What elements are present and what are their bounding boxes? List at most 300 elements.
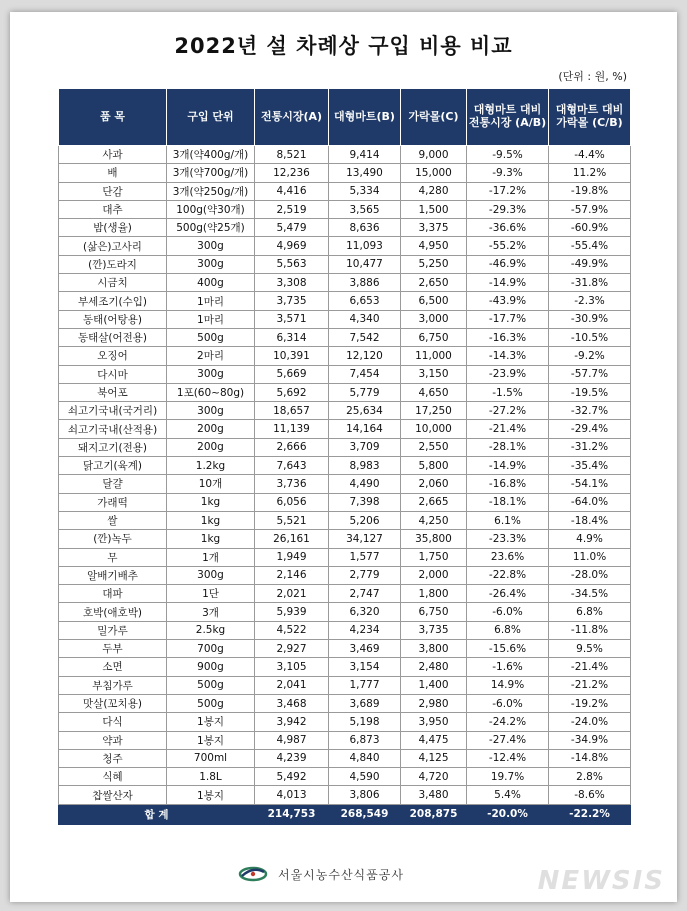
table-body xyxy=(59,146,631,805)
ratio-c-b-cell: 2.8% xyxy=(549,768,631,786)
purchase-unit-cell: 300g xyxy=(167,237,255,255)
total-mart: 268,549 xyxy=(329,804,401,824)
ratio-a-b-cell: 14.9% xyxy=(467,676,549,694)
ratio-c-b-cell: -57.7% xyxy=(549,365,631,383)
mart-price-cell: 5,206 xyxy=(329,511,401,529)
traditional-price-cell: 4,522 xyxy=(255,621,329,639)
traditional-price-cell: 2,927 xyxy=(255,640,329,658)
mart-price-cell: 10,477 xyxy=(329,255,401,273)
ratio-a-b-cell: -1.6% xyxy=(467,658,549,676)
garak-price-cell: 2,980 xyxy=(401,694,467,712)
table-row xyxy=(59,237,631,255)
garak-price-cell: 3,480 xyxy=(401,786,467,804)
ratio-a-b-cell: 19.7% xyxy=(467,768,549,786)
mart-price-cell: 25,634 xyxy=(329,402,401,420)
item-name-cell: 식혜 xyxy=(59,768,167,786)
garak-price-cell: 6,750 xyxy=(401,328,467,346)
purchase-unit-cell: 1개 xyxy=(167,548,255,566)
item-name-cell: 배 xyxy=(59,164,167,182)
ratio-c-b-cell: -31.2% xyxy=(549,438,631,456)
ratio-a-b-cell: -12.4% xyxy=(467,749,549,767)
ratio-a-b-cell: -26.4% xyxy=(467,585,549,603)
item-name-cell: (깐)녹두 xyxy=(59,530,167,548)
ratio-a-b-cell: 6.1% xyxy=(467,511,549,529)
garak-price-cell: 15,000 xyxy=(401,164,467,182)
garak-price-cell: 4,250 xyxy=(401,511,467,529)
item-name-cell: 단감 xyxy=(59,182,167,200)
mart-price-cell: 3,469 xyxy=(329,640,401,658)
ratio-c-b-cell: -19.5% xyxy=(549,383,631,401)
table-row xyxy=(59,511,631,529)
traditional-price-cell: 3,735 xyxy=(255,292,329,310)
footer xyxy=(238,862,404,886)
header-item: 품 목 xyxy=(59,89,167,146)
ratio-c-b-cell: -55.4% xyxy=(549,237,631,255)
ratio-c-b-cell: -21.4% xyxy=(549,658,631,676)
table-row xyxy=(59,768,631,786)
ratio-a-b-cell: -15.6% xyxy=(467,640,549,658)
ratio-a-b-cell: -17.2% xyxy=(467,182,549,200)
ratio-c-b-cell: -30.9% xyxy=(549,310,631,328)
purchase-unit-cell: 700g xyxy=(167,640,255,658)
purchase-unit-cell: 700ml xyxy=(167,749,255,767)
purchase-unit-cell: 1봉지 xyxy=(167,731,255,749)
table-row xyxy=(59,164,631,182)
purchase-unit-cell: 1kg xyxy=(167,530,255,548)
mart-price-cell: 5,334 xyxy=(329,182,401,200)
traditional-price-cell: 12,236 xyxy=(255,164,329,182)
table-row xyxy=(59,146,631,164)
purchase-unit-cell: 300g xyxy=(167,566,255,584)
ratio-c-b-cell: -54.1% xyxy=(549,475,631,493)
mart-price-cell: 6,873 xyxy=(329,731,401,749)
traditional-price-cell: 3,736 xyxy=(255,475,329,493)
mart-price-cell: 7,454 xyxy=(329,365,401,383)
item-name-cell: 호박(애호박) xyxy=(59,603,167,621)
garak-price-cell: 4,280 xyxy=(401,182,467,200)
table-row xyxy=(59,200,631,218)
mart-price-cell: 5,198 xyxy=(329,713,401,731)
table-header-row xyxy=(59,89,631,146)
mart-price-cell: 3,689 xyxy=(329,694,401,712)
ratio-c-b-cell: -64.0% xyxy=(549,493,631,511)
item-name-cell: 쌀 xyxy=(59,511,167,529)
table-row xyxy=(59,310,631,328)
traditional-price-cell: 4,969 xyxy=(255,237,329,255)
table-row xyxy=(59,292,631,310)
ratio-c-b-cell: -11.8% xyxy=(549,621,631,639)
mart-price-cell: 9,414 xyxy=(329,146,401,164)
garak-price-cell: 1,500 xyxy=(401,200,467,218)
organization-name: 서울시농수산식품공사 xyxy=(278,867,404,882)
mart-price-cell: 2,779 xyxy=(329,566,401,584)
mart-price-cell: 7,542 xyxy=(329,328,401,346)
ratio-c-b-cell: -21.2% xyxy=(549,676,631,694)
traditional-price-cell: 5,563 xyxy=(255,255,329,273)
garak-price-cell: 2,650 xyxy=(401,274,467,292)
garak-price-cell: 4,720 xyxy=(401,768,467,786)
item-name-cell: 대파 xyxy=(59,585,167,603)
garak-price-cell: 5,250 xyxy=(401,255,467,273)
ratio-a-b-cell: 23.6% xyxy=(467,548,549,566)
ratio-a-b-cell: -17.7% xyxy=(467,310,549,328)
total-ratio-c-b: -22.2% xyxy=(549,804,631,824)
traditional-price-cell: 8,521 xyxy=(255,146,329,164)
item-name-cell: 다시마 xyxy=(59,365,167,383)
item-name-cell: 쇠고기국내(산적용) xyxy=(59,420,167,438)
item-name-cell: 달걀 xyxy=(59,475,167,493)
item-name-cell: 가래떡 xyxy=(59,493,167,511)
mart-price-cell: 3,886 xyxy=(329,274,401,292)
ratio-c-b-cell: -19.8% xyxy=(549,182,631,200)
ratio-c-b-cell: -60.9% xyxy=(549,219,631,237)
traditional-price-cell: 2,666 xyxy=(255,438,329,456)
item-name-cell: 두부 xyxy=(59,640,167,658)
traditional-price-cell: 5,692 xyxy=(255,383,329,401)
ratio-a-b-cell: -36.6% xyxy=(467,219,549,237)
item-name-cell: 약과 xyxy=(59,731,167,749)
garak-price-cell: 3,735 xyxy=(401,621,467,639)
garak-price-cell: 4,950 xyxy=(401,237,467,255)
table-row xyxy=(59,566,631,584)
garak-price-cell: 4,125 xyxy=(401,749,467,767)
ratio-c-b-cell: 11.2% xyxy=(549,164,631,182)
purchase-unit-cell: 500g xyxy=(167,328,255,346)
seoul-agro-logo-icon xyxy=(238,864,268,884)
traditional-price-cell: 26,161 xyxy=(255,530,329,548)
mart-price-cell: 3,806 xyxy=(329,786,401,804)
garak-price-cell: 1,800 xyxy=(401,585,467,603)
traditional-price-cell: 3,308 xyxy=(255,274,329,292)
traditional-price-cell: 4,013 xyxy=(255,786,329,804)
item-name-cell: 무 xyxy=(59,548,167,566)
item-name-cell: 알배기배추 xyxy=(59,566,167,584)
table-row xyxy=(59,658,631,676)
garak-price-cell: 3,000 xyxy=(401,310,467,328)
traditional-price-cell: 10,391 xyxy=(255,347,329,365)
table-row xyxy=(59,219,631,237)
traditional-price-cell: 5,492 xyxy=(255,768,329,786)
ratio-a-b-cell: -46.9% xyxy=(467,255,549,273)
ratio-a-b-cell: -55.2% xyxy=(467,237,549,255)
purchase-unit-cell: 3개 xyxy=(167,603,255,621)
mart-price-cell: 4,234 xyxy=(329,621,401,639)
total-ratio-a-b: -20.0% xyxy=(467,804,549,824)
item-name-cell: 찹쌀산자 xyxy=(59,786,167,804)
ratio-c-b-cell: -31.8% xyxy=(549,274,631,292)
table-row xyxy=(59,182,631,200)
item-name-cell: 쇠고기국내(국거리) xyxy=(59,402,167,420)
purchase-unit-cell: 2마리 xyxy=(167,347,255,365)
table-row xyxy=(59,530,631,548)
garak-price-cell: 3,800 xyxy=(401,640,467,658)
purchase-unit-cell: 1마리 xyxy=(167,292,255,310)
item-name-cell: 소면 xyxy=(59,658,167,676)
header-large-mart: 대형마트(B) xyxy=(329,89,401,146)
ratio-a-b-cell: -29.3% xyxy=(467,200,549,218)
table-row xyxy=(59,420,631,438)
purchase-unit-cell: 1kg xyxy=(167,511,255,529)
garak-price-cell: 2,060 xyxy=(401,475,467,493)
ratio-a-b-cell: -14.9% xyxy=(467,274,549,292)
traditional-price-cell: 4,987 xyxy=(255,731,329,749)
item-name-cell: 돼지고기(전용) xyxy=(59,438,167,456)
newsis-watermark: NEWSIS xyxy=(537,866,665,896)
traditional-price-cell: 4,416 xyxy=(255,182,329,200)
item-name-cell: 밤(생율) xyxy=(59,219,167,237)
ratio-c-b-cell: -14.8% xyxy=(549,749,631,767)
purchase-unit-cell: 2.5kg xyxy=(167,621,255,639)
garak-price-cell: 4,650 xyxy=(401,383,467,401)
traditional-price-cell: 2,041 xyxy=(255,676,329,694)
item-name-cell: (깐)도라지 xyxy=(59,255,167,273)
traditional-price-cell: 6,314 xyxy=(255,328,329,346)
table-row xyxy=(59,749,631,767)
mart-price-cell: 2,747 xyxy=(329,585,401,603)
item-name-cell: 북어포 xyxy=(59,383,167,401)
purchase-unit-cell: 1봉지 xyxy=(167,713,255,731)
garak-price-cell: 2,000 xyxy=(401,566,467,584)
garak-price-cell: 5,800 xyxy=(401,457,467,475)
garak-price-cell: 10,000 xyxy=(401,420,467,438)
ratio-a-b-cell: -21.4% xyxy=(467,420,549,438)
purchase-unit-cell: 500g(약25개) xyxy=(167,219,255,237)
purchase-unit-cell: 1마리 xyxy=(167,310,255,328)
item-name-cell: 밀가루 xyxy=(59,621,167,639)
table-row xyxy=(59,457,631,475)
garak-price-cell: 6,750 xyxy=(401,603,467,621)
total-label: 합 계 xyxy=(59,804,255,824)
table-row xyxy=(59,383,631,401)
table-row xyxy=(59,585,631,603)
item-name-cell: 사과 xyxy=(59,146,167,164)
page-title: 2022년 설 차례상 구입 비용 비교 xyxy=(174,34,513,58)
header-ratio-a-b: 대형마트 대비 전통시장 (A/B) xyxy=(467,89,549,146)
table-row xyxy=(59,255,631,273)
traditional-price-cell: 2,519 xyxy=(255,200,329,218)
mart-price-cell: 8,636 xyxy=(329,219,401,237)
ratio-a-b-cell: -14.9% xyxy=(467,457,549,475)
purchase-unit-cell: 400g xyxy=(167,274,255,292)
garak-price-cell: 3,375 xyxy=(401,219,467,237)
table-row xyxy=(59,731,631,749)
ratio-a-b-cell: -22.8% xyxy=(467,566,549,584)
ratio-a-b-cell: -28.1% xyxy=(467,438,549,456)
ratio-a-b-cell: -27.4% xyxy=(467,731,549,749)
table-row xyxy=(59,548,631,566)
traditional-price-cell: 7,643 xyxy=(255,457,329,475)
mart-price-cell: 11,093 xyxy=(329,237,401,255)
traditional-price-cell: 5,479 xyxy=(255,219,329,237)
ratio-c-b-cell: -28.0% xyxy=(549,566,631,584)
header-unit: 구입 단위 xyxy=(167,89,255,146)
garak-price-cell: 2,550 xyxy=(401,438,467,456)
purchase-unit-cell: 200g xyxy=(167,420,255,438)
garak-price-cell: 3,950 xyxy=(401,713,467,731)
purchase-unit-cell: 3개(약700g/개) xyxy=(167,164,255,182)
item-name-cell: (삶은)고사리 xyxy=(59,237,167,255)
table-row xyxy=(59,274,631,292)
mart-price-cell: 8,983 xyxy=(329,457,401,475)
item-name-cell: 부세조기(수입) xyxy=(59,292,167,310)
table-row xyxy=(59,438,631,456)
traditional-price-cell: 2,021 xyxy=(255,585,329,603)
purchase-unit-cell: 500g xyxy=(167,694,255,712)
purchase-unit-cell: 1kg xyxy=(167,493,255,511)
mart-price-cell: 4,490 xyxy=(329,475,401,493)
ratio-c-b-cell: 11.0% xyxy=(549,548,631,566)
garak-price-cell: 4,475 xyxy=(401,731,467,749)
table-row xyxy=(59,365,631,383)
price-comparison-table xyxy=(58,88,631,825)
ratio-c-b-cell: -10.5% xyxy=(549,328,631,346)
header-garak-mall: 가락몰(C) xyxy=(401,89,467,146)
purchase-unit-cell: 1봉지 xyxy=(167,786,255,804)
ratio-a-b-cell: -23.3% xyxy=(467,530,549,548)
ratio-c-b-cell: -19.2% xyxy=(549,694,631,712)
ratio-c-b-cell: -35.4% xyxy=(549,457,631,475)
item-name-cell: 다식 xyxy=(59,713,167,731)
purchase-unit-cell: 500g xyxy=(167,676,255,694)
traditional-price-cell: 5,669 xyxy=(255,365,329,383)
ratio-c-b-cell: 9.5% xyxy=(549,640,631,658)
purchase-unit-cell: 3개(약400g/개) xyxy=(167,146,255,164)
mart-price-cell: 3,709 xyxy=(329,438,401,456)
item-name-cell: 대추 xyxy=(59,200,167,218)
traditional-price-cell: 11,139 xyxy=(255,420,329,438)
traditional-price-cell: 3,468 xyxy=(255,694,329,712)
mart-price-cell: 4,590 xyxy=(329,768,401,786)
ratio-a-b-cell: -14.3% xyxy=(467,347,549,365)
ratio-c-b-cell: -18.4% xyxy=(549,511,631,529)
purchase-unit-cell: 1.8L xyxy=(167,768,255,786)
table-row xyxy=(59,694,631,712)
garak-price-cell: 6,500 xyxy=(401,292,467,310)
table-row xyxy=(59,640,631,658)
total-row xyxy=(59,804,631,824)
item-name-cell: 동태(어탕용) xyxy=(59,310,167,328)
table-row xyxy=(59,786,631,804)
ratio-a-b-cell: -9.3% xyxy=(467,164,549,182)
table-row xyxy=(59,347,631,365)
ratio-a-b-cell: -27.2% xyxy=(467,402,549,420)
mart-price-cell: 3,565 xyxy=(329,200,401,218)
mart-price-cell: 4,340 xyxy=(329,310,401,328)
table-row xyxy=(59,621,631,639)
traditional-price-cell: 4,239 xyxy=(255,749,329,767)
ratio-a-b-cell: -1.5% xyxy=(467,383,549,401)
item-name-cell: 닭고기(육계) xyxy=(59,457,167,475)
purchase-unit-cell: 200g xyxy=(167,438,255,456)
mart-price-cell: 4,840 xyxy=(329,749,401,767)
ratio-c-b-cell: -34.5% xyxy=(549,585,631,603)
purchase-unit-cell: 3개(약250g/개) xyxy=(167,182,255,200)
traditional-price-cell: 5,521 xyxy=(255,511,329,529)
traditional-price-cell: 3,105 xyxy=(255,658,329,676)
header-traditional-market: 전통시장(A) xyxy=(255,89,329,146)
purchase-unit-cell: 10개 xyxy=(167,475,255,493)
ratio-c-b-cell: -34.9% xyxy=(549,731,631,749)
traditional-price-cell: 6,056 xyxy=(255,493,329,511)
total-garak: 208,875 xyxy=(401,804,467,824)
ratio-c-b-cell: -4.4% xyxy=(549,146,631,164)
total-traditional: 214,753 xyxy=(255,804,329,824)
ratio-c-b-cell: -32.7% xyxy=(549,402,631,420)
ratio-c-b-cell: -29.4% xyxy=(549,420,631,438)
ratio-c-b-cell: -49.9% xyxy=(549,255,631,273)
ratio-c-b-cell: 6.8% xyxy=(549,603,631,621)
ratio-a-b-cell: -6.0% xyxy=(467,694,549,712)
table-row xyxy=(59,603,631,621)
table-row xyxy=(59,713,631,731)
ratio-c-b-cell: -9.2% xyxy=(549,347,631,365)
mart-price-cell: 12,120 xyxy=(329,347,401,365)
garak-price-cell: 11,000 xyxy=(401,347,467,365)
item-name-cell: 청주 xyxy=(59,749,167,767)
traditional-price-cell: 18,657 xyxy=(255,402,329,420)
mart-price-cell: 6,653 xyxy=(329,292,401,310)
ratio-c-b-cell: -8.6% xyxy=(549,786,631,804)
mart-price-cell: 14,164 xyxy=(329,420,401,438)
table-row xyxy=(59,328,631,346)
item-name-cell: 오징어 xyxy=(59,347,167,365)
garak-price-cell: 35,800 xyxy=(401,530,467,548)
table-row xyxy=(59,676,631,694)
purchase-unit-cell: 100g(약30개) xyxy=(167,200,255,218)
ratio-a-b-cell: 6.8% xyxy=(467,621,549,639)
traditional-price-cell: 3,571 xyxy=(255,310,329,328)
purchase-unit-cell: 1단 xyxy=(167,585,255,603)
ratio-c-b-cell: -2.3% xyxy=(549,292,631,310)
mart-price-cell: 5,779 xyxy=(329,383,401,401)
mart-price-cell: 13,490 xyxy=(329,164,401,182)
mart-price-cell: 7,398 xyxy=(329,493,401,511)
mart-price-cell: 3,154 xyxy=(329,658,401,676)
table-row xyxy=(59,402,631,420)
ratio-c-b-cell: 4.9% xyxy=(549,530,631,548)
item-name-cell: 부침가루 xyxy=(59,676,167,694)
mart-price-cell: 34,127 xyxy=(329,530,401,548)
item-name-cell: 동태살(어전용) xyxy=(59,328,167,346)
garak-price-cell: 1,400 xyxy=(401,676,467,694)
table-row xyxy=(59,493,631,511)
unit-note: (단위 : 원, %) xyxy=(558,70,627,83)
garak-price-cell: 9,000 xyxy=(401,146,467,164)
ratio-a-b-cell: -23.9% xyxy=(467,365,549,383)
purchase-unit-cell: 1.2kg xyxy=(167,457,255,475)
garak-price-cell: 2,665 xyxy=(401,493,467,511)
ratio-a-b-cell: -43.9% xyxy=(467,292,549,310)
garak-price-cell: 3,150 xyxy=(401,365,467,383)
purchase-unit-cell: 1포(60~80g) xyxy=(167,383,255,401)
traditional-price-cell: 1,949 xyxy=(255,548,329,566)
ratio-a-b-cell: -24.2% xyxy=(467,713,549,731)
traditional-price-cell: 2,146 xyxy=(255,566,329,584)
traditional-price-cell: 5,939 xyxy=(255,603,329,621)
garak-price-cell: 2,480 xyxy=(401,658,467,676)
purchase-unit-cell: 300g xyxy=(167,255,255,273)
ratio-a-b-cell: -16.3% xyxy=(467,328,549,346)
header-ratio-c-b: 대형마트 대비 가락몰 (C/B) xyxy=(549,89,631,146)
ratio-a-b-cell: -6.0% xyxy=(467,603,549,621)
item-name-cell: 시금치 xyxy=(59,274,167,292)
garak-price-cell: 17,250 xyxy=(401,402,467,420)
traditional-price-cell: 3,942 xyxy=(255,713,329,731)
ratio-a-b-cell: -9.5% xyxy=(467,146,549,164)
table-row xyxy=(59,475,631,493)
ratio-a-b-cell: -16.8% xyxy=(467,475,549,493)
mart-price-cell: 1,777 xyxy=(329,676,401,694)
